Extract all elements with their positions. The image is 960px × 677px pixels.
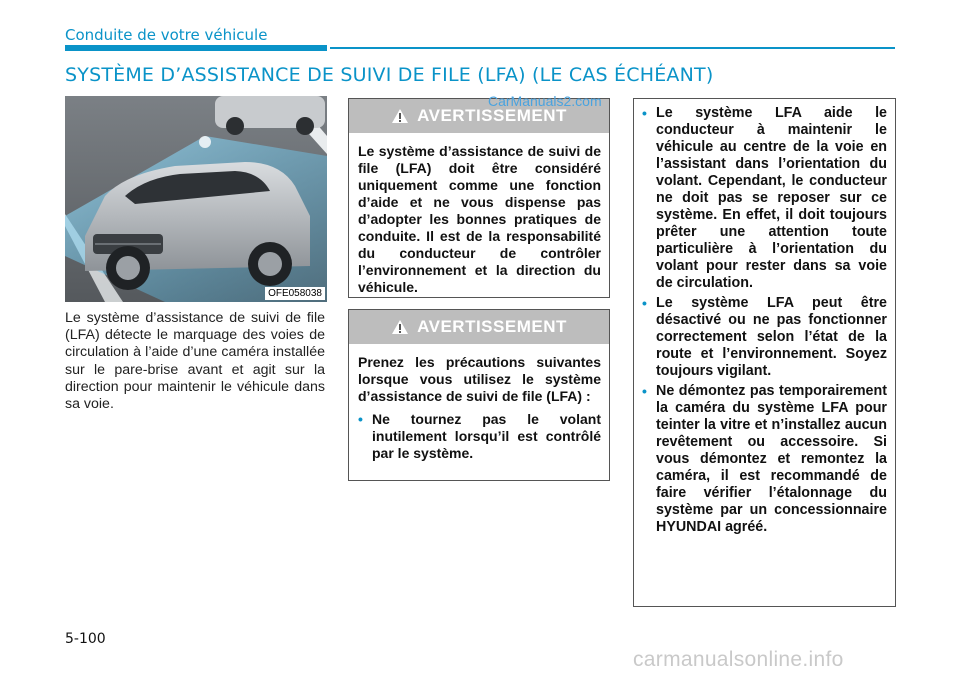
bullet-dot-icon: • [642, 295, 647, 311]
page-number: 5-100 [65, 631, 106, 647]
header-rule-thick [65, 45, 327, 51]
warning-bullet [358, 411, 601, 462]
chapter-title: Conduite de votre véhicule [65, 26, 268, 44]
info-bullet-text: Le système LFA peut être désactivé ou ne pas fonctionner correctement selon l’état de la route et l’environnement. Soyez toujours vigilant. [656, 295, 887, 379]
warning-box-1 [348, 98, 610, 298]
info-bullet [642, 105, 887, 292]
car-drawing [65, 96, 327, 302]
lfa-car-illustration [65, 96, 327, 302]
warning-triangle-icon [391, 319, 409, 335]
top-watermark: CarManuals2.com [488, 93, 602, 109]
footer-watermark: carmanualsonline.info [633, 648, 844, 671]
figure-code: OFE058038 [265, 287, 325, 300]
info-bullet-text: Ne démontez pas temporairement la caméra du système LFA pour teinter la vitre et n’installez aucun revêtement ou accessoire. Si vous démontez et remontez la caméra, il est recommandé de faire vérifier l’étalonnage du système par un concessionnaire HYUNDAI agréé. [656, 383, 887, 535]
warning-label-2: AVERTISSEMENT [417, 317, 567, 336]
bullet-dot-icon: • [642, 105, 647, 121]
warning-triangle-icon [391, 108, 409, 124]
warning-box-2 [348, 309, 610, 481]
info-bullet [642, 295, 887, 380]
info-bullet-text: Le système LFA aide le conducteur à maintenir le véhicule au centre de la voie en l’assistant dans l’orientation du volant. Cependant, le conducteur ne doit pas se reposer sur ce système. En effet, il doit toujours prêter une attention toute particulière à l’orientation du volant pour rester dans sa voie de circulation. [656, 105, 887, 291]
warning-body-2 [349, 344, 609, 470]
warning-bullet-text: Ne tournez pas le volant inutilement lorsqu’il est contrôlé par le système. [372, 411, 601, 461]
info-bullet [642, 383, 887, 536]
warning-text-2: Prenez les précautions suivantes lorsque vous utilisez le système d’assistance de suivi de file (LFA) : [358, 354, 601, 404]
warning-header-2 [349, 310, 609, 344]
bullet-dot-icon: • [642, 383, 647, 399]
section-title: SYSTÈME D’ASSISTANCE DE SUIVI DE FILE (LFA) (LE CAS ÉCHÉANT) [65, 64, 714, 86]
right-info-panel [633, 98, 896, 607]
warning-label-1: AVERTISSEMENT [417, 106, 567, 125]
header-rule-thin [330, 47, 895, 49]
intro-paragraph: Le système d’assistance de suivi de file (LFA) détecte le marquage des voies de circulation à l’aide d’une caméra installée sur le pare-brise avant et agit sur la direction pour maintenir le véhicule dans sa voie. [65, 310, 325, 413]
warning-text-1: Le système d’assistance de suivi de file (LFA) doit être considéré uniquement comme une fonction d’aide et ne vous dispense pas d’adopter les bonnes pratiques de conduite. Il est de la responsabilité du conducteur de contrôler l’environnement et la direction du véhicule. [358, 143, 601, 295]
bullet-dot-icon: • [358, 411, 363, 427]
